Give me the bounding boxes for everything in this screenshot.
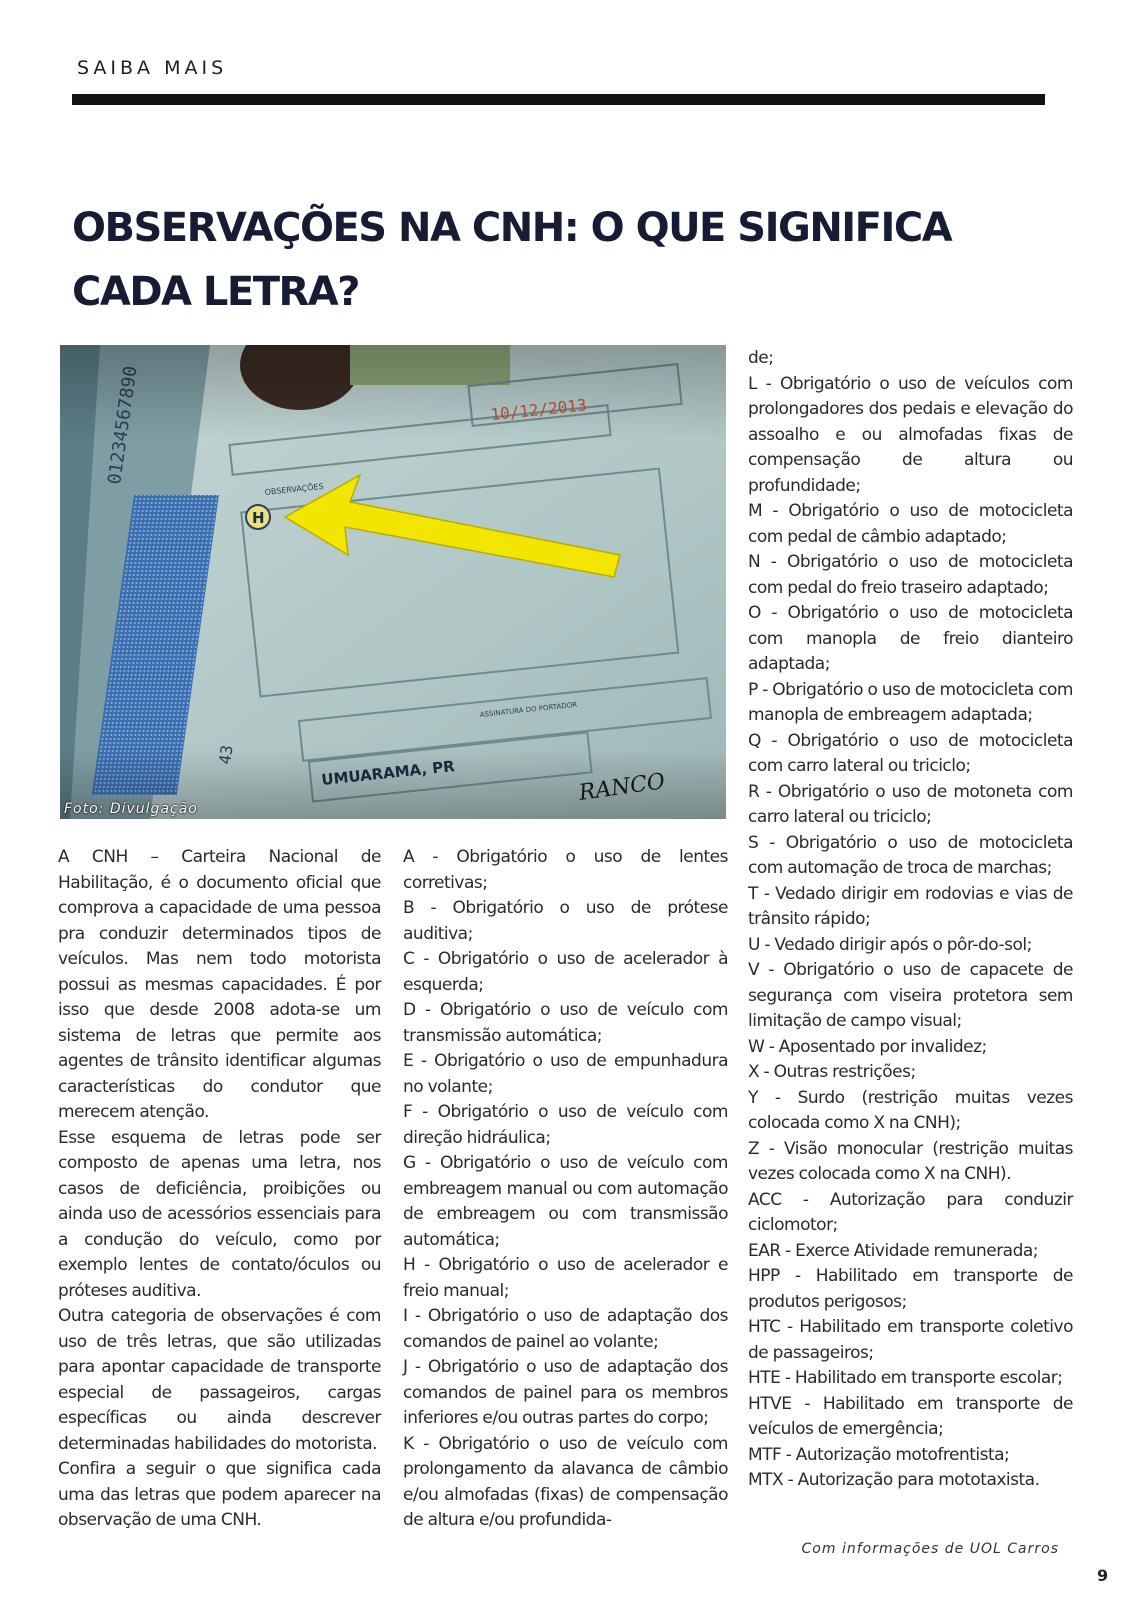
intro-paragraph: A CNH – Carteira Nacional de Habilitação, é o documento oficial que comprova a capacidade de uma pessoa pra conduzir determinados tipos de veículos. Mas nem todo motorista possui as mesmas capacidades. É por isso que desde 2008 adota-se um sistema de letras que permite aos agentes de trânsito identificar algumas características do condutor que merecem atenção. — [58, 847, 381, 1122]
letter-item-u: U - Vedado dirigir após o pôr-do-sol; — [748, 934, 1032, 955]
source-credit: Com informações de UOL Carros — [801, 1541, 1059, 1557]
letter-item-mtf: MTF - Autorização motofrentista; — [748, 1444, 1010, 1465]
intro-paragraph: Esse esquema de letras pode ser composto de apenas uma letra, nos casos de deficiência, proibições ou ainda uso de acessórios essenciais para a condução do veículo, como por exemplo lentes de contato/óculos ou próteses auditiva. — [58, 1127, 381, 1301]
letter-item-e: E - Obrigatório o uso de empunhadura no volante; — [403, 1051, 728, 1097]
intro-column — [58, 845, 381, 1534]
article-title: OBSERVAÇÕES NA CNH: O QUE SIGNIFICA CADA LETRA? — [72, 205, 952, 315]
letter-item-m: M - Obrigatório o uso de motocicleta com pedal de câmbio adaptado; — [748, 501, 1073, 547]
letter-item-hte: HTE - Habilitado em transporte escolar; — [748, 1368, 1063, 1388]
letter-item-b: B - Obrigatório o uso de prótese auditiva; — [403, 898, 728, 944]
letter-item-a: A - Obrigatório o uso de lentes corretivas; — [403, 847, 728, 893]
letter-item-y: Y - Surdo (restrição muitas vezes colocada como X na CNH); — [748, 1087, 1073, 1133]
letter-item-mtx: MTX - Autorização para mototaxista. — [748, 1470, 1040, 1490]
letter-item-t: T - Vedado dirigir em rodovias e vias de trânsito rápido; — [748, 883, 1073, 929]
letter-item-v: V - Obrigatório o uso de capacete de segurança com viseira protetora sem limitação de campo visual; — [748, 960, 1073, 1031]
section-label: SAIBA MAIS — [77, 57, 228, 79]
letter-item-g: G - Obrigatório o uso de veículo com embreagem manual ou com automação de embreagem ou com transmissão automática; — [403, 1153, 728, 1250]
cnh-photo-illustration — [60, 345, 726, 819]
letter-item-h: H - Obrigatório o uso de acelerador e freio manual; — [403, 1255, 728, 1301]
letter-item-x: X - Outras restrições; — [748, 1062, 916, 1082]
letter-item-p: P - Obrigatório o uso de motocicleta com manopla de embreagem adaptada; — [748, 679, 1073, 725]
letter-item-z: Z - Visão monocular (restrição muitas vezes colocada como X na CNH). — [748, 1138, 1073, 1184]
top-rule — [72, 94, 1045, 105]
letter-item-f: F - Obrigatório o uso de veículo com direção hidráulica; — [403, 1102, 728, 1148]
letter-item-o: O - Obrigatório o uso de motocicleta com manopla de freio dianteiro adaptada; — [748, 603, 1073, 674]
page-number: 9 — [1097, 1566, 1109, 1585]
letter-item-k-continued: de; — [748, 348, 774, 368]
article-photo — [60, 345, 726, 819]
letter-item-l: L - Obrigatório o uso de veículos com prolongadores dos pedais e elevação do assoalho e ou almofadas fixas de compensação de altura ou profundidade; — [748, 373, 1073, 496]
letter-item-j: J - Obrigatório o uso de adaptação dos comandos de painel para os membros inferiores e/ou outras partes do corpo; — [403, 1357, 728, 1428]
photo-credit: Foto: Divulgação — [64, 801, 198, 817]
intro-paragraph: Outra categoria de observações é com uso de três letras, que são utilizadas para apontar capacidade de transporte especial de passageiros, cargas específicas ou ainda descrever determinadas habilidades do motorista. — [58, 1306, 381, 1454]
letter-item-k: K - Obrigatório o uso de veículo com prolongamento da alavanca de câmbio e/ou almofadas (fixas) de compensação de altura e/ou profundida- — [403, 1433, 728, 1530]
letters-column-3 — [748, 346, 1073, 1494]
letter-item-c: C - Obrigatório o uso de acelerador à esquerda; — [403, 949, 728, 995]
intro-paragraph: Confira a seguir o que significa cada uma das letras que podem aparecer na observação de uma CNH. — [58, 1459, 381, 1530]
letter-item-s: S - Obrigatório o uso de motocicleta com automação de troca de marchas; — [748, 832, 1073, 878]
letter-item-hpp: HPP - Habilitado em transporte de produtos perigosos; — [748, 1266, 1073, 1312]
letters-column-2 — [403, 845, 728, 1534]
letter-item-htve: HTVE - Habilitado em transporte de veículos de emergência; — [748, 1393, 1073, 1439]
letter-item-d: D - Obrigatório o uso de veículo com transmissão automática; — [403, 1000, 728, 1046]
letter-item-q: Q - Obrigatório o uso de motocicleta com carro lateral ou triciclo; — [748, 730, 1073, 776]
letter-item-ear: EAR - Exerce Atividade remunerada; — [748, 1240, 1039, 1261]
letter-item-acc: ACC - Autorização para conduzir ciclomotor; — [748, 1189, 1073, 1235]
letter-item-w: W - Aposentado por invalidez; — [748, 1036, 987, 1057]
letter-item-r: R - Obrigatório o uso de motoneta com carro lateral ou triciclo; — [748, 781, 1073, 827]
letter-item-n: N - Obrigatório o uso de motocicleta com pedal do freio traseiro adaptado; — [748, 552, 1073, 598]
letter-item-htc: HTC - Habilitado em transporte coletivo de passageiros; — [748, 1317, 1073, 1363]
letter-item-i: I - Obrigatório o uso de adaptação dos comandos de painel ao volante; — [403, 1306, 728, 1352]
